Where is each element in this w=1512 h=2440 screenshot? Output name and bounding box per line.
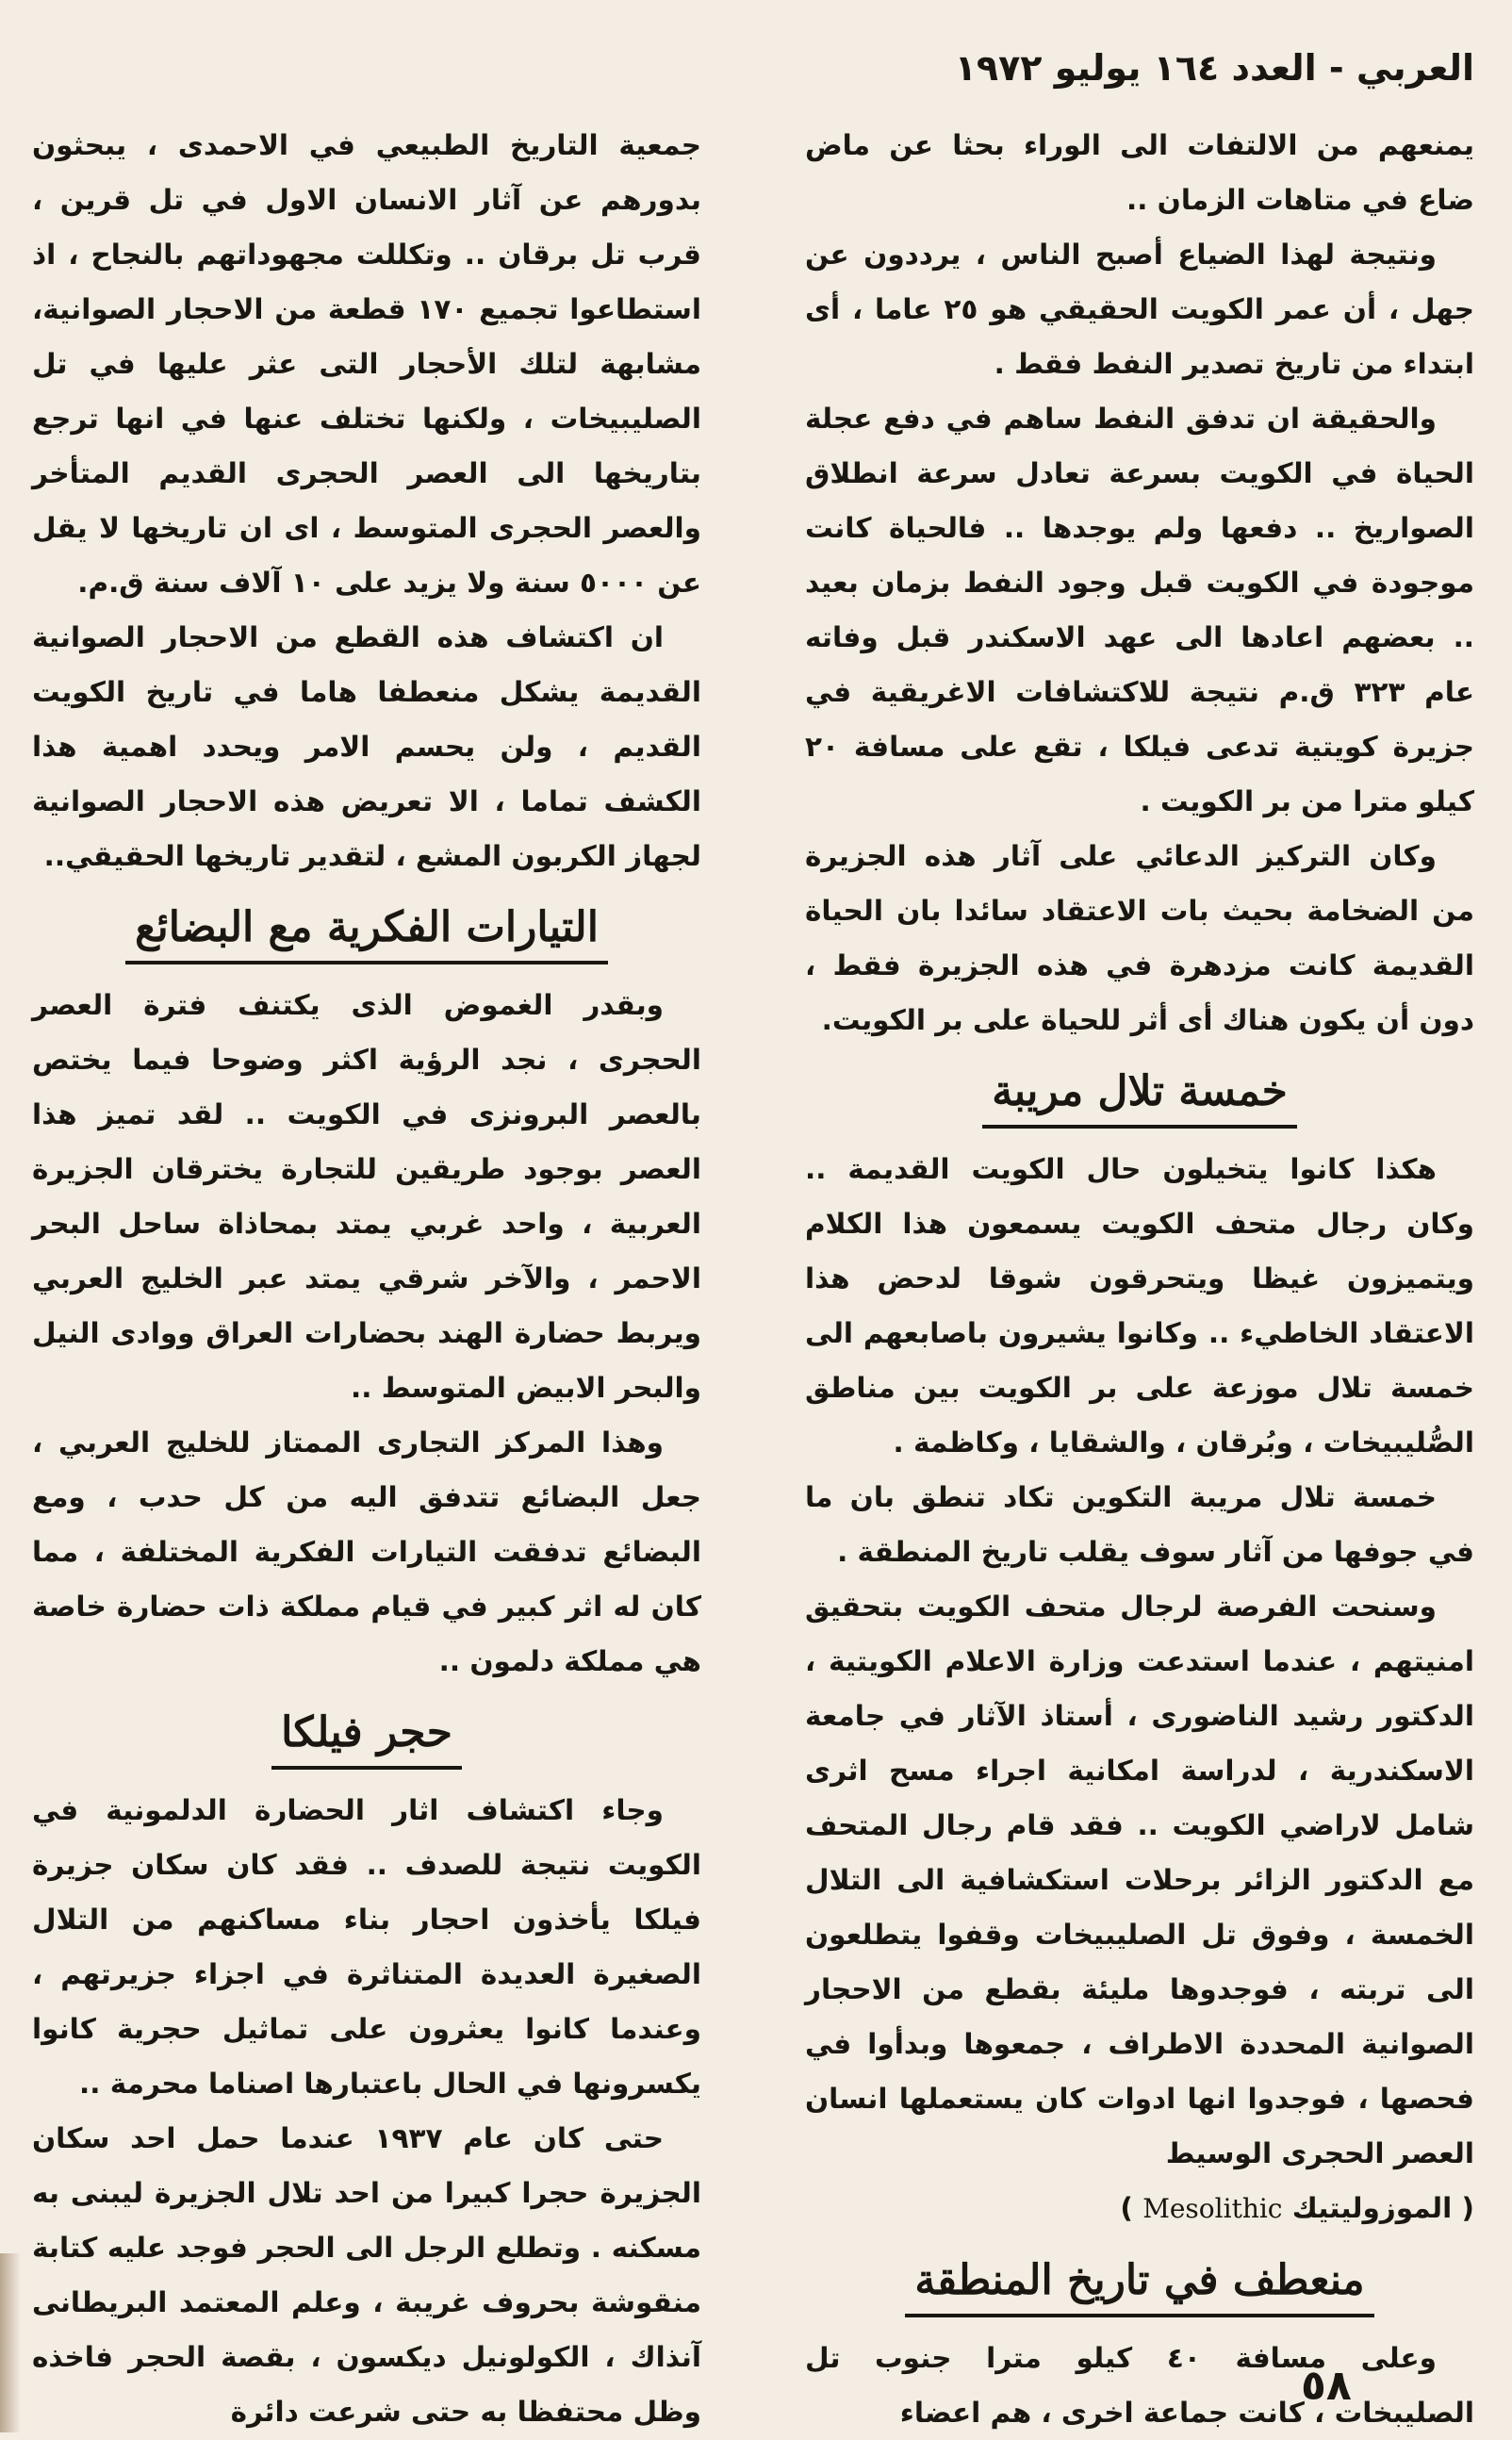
running-header: العربي - العدد ١٦٤ يوليو ١٩٧٢ xyxy=(954,47,1474,89)
subheading-wrap xyxy=(32,899,701,964)
page-number: ٥٨ xyxy=(1301,2362,1352,2410)
paragraph: هكذا كانوا يتخيلون حال الكويت القديمة .. وكان رجال متحف الكويت يسمعون هذا الكلام ويتميزون غيظا ويتحرقون شوقا لدحض هذا الاعتقاد الخاطيء .. وكانوا يشيرون باصابعهم الى خمسة تلال موزعة على بر الكويت بين مناطق الصُّليبيخات ، وبُرقان ، والشقايا ، وكاظمة . xyxy=(805,1153,1474,1459)
subheading-five-hills: خمسة تلال مريبة xyxy=(982,1063,1297,1129)
subheading-wrap xyxy=(32,1704,701,1770)
paragraph: وبقدر الغموض الذى يكتنف فترة العصر الحجرى ، نجد الرؤية اكثر وضوحا فيما يختص بالعصر البرونزى في الكويت .. لقد تميز هذا العصر بوجود طريقين للتجارة يخترقان الجزيرة العربية ، واحد غربي يمتد بمحاذاة ساحل البحر الاحمر ، والآخر شرقي يمتد عبر الخليج العربي ويربط حضارة الهند بحضارات العراق ووادى النيل والبحر الابيض المتوسط .. xyxy=(32,989,701,1404)
paragraph: حتى كان عام ١٩٣٧ عندما حمل احد سكان الجزيرة حجرا كبيرا من احد تلال الجزيرة ليبنى به مسكنه . وتطلع الرجل الى الحجر فوجد عليه كتابة منقوشة بحروف غريبة ، وعلم المعتمد البريطانى آنذاك ، الكولونيل ديكسون ، بقصة الحجر فاخذه وظل محتفظا به حتى شرعت دائرة xyxy=(32,2122,701,2428)
page-edge-shadow xyxy=(0,2253,21,2432)
paragraph: جمعية التاريخ الطبيعي في الاحمدى ، يبحثون بدورهم عن آثار الانسان الاول في تل قرين ، قرب تل برقان .. وتكللت مجهوداتهم بالنجاح ، اذ استطاعوا تجميع ١٧٠ قطعة من الاحجار الصوانية، مشابهة لتلك الأحجار التى عثر عليها في تل الصليبيخات ، ولكنها تختلف عنها في انها ترجع بتاريخها الى العصر الحجرى القديم المتأخر والعصر الحجرى المتوسط ، اى ان تاريخها لا يقل عن ٥٠٠٠ سنة ولا يزيد على ١٠ آلاف سنة ق.م. xyxy=(32,129,701,599)
subheading-turning-point: منعطف في تاريخ المنطقة xyxy=(905,2251,1373,2317)
subheading-intellectual-currents: التيارات الفكرية مع البضائع xyxy=(125,899,608,964)
paragraph: يمنعهم من الالتفات الى الوراء بحثا عن ماض ضاع في متاهات الزمان .. xyxy=(805,129,1474,216)
paragraph: وكان التركيز الدعائي على آثار هذه الجزيرة من الضخامة بحيث بات الاعتقاد سائدا بان الحياة القديمة كانت مزدهرة في هذه الجزيرة فقط ، دون أن يكون هناك أى أثر للحياة على بر الكويت. xyxy=(805,840,1474,1036)
mesolithic-close: ) xyxy=(1120,2192,1133,2224)
paragraph: خمسة تلال مريبة التكوين تكاد تنطق بان ما في جوفها من آثار سوف يقلب تاريخ المنطقة . xyxy=(805,1481,1474,1568)
paragraph: ان اكتشاف هذه القطع من الاحجار الصوانية القديمة يشكل منعطفا هاما في تاريخ الكويت القديم ، ولن يحسم الامر ويحدد اهمية هذا الكشف تماما ، الا تعريض هذه الاحجار الصوانية لجهاز الكربون المشع ، لتقدير تاريخها الحقيقي.. xyxy=(32,621,701,872)
subheading-wrap xyxy=(805,1063,1474,1129)
subheading-wrap xyxy=(805,2251,1474,2317)
paragraph: وسنحت الفرصة لرجال متحف الكويت بتحقيق امنيتهم ، عندما استدعت وزارة الاعلام الكويتية ، الدكتور رشيد الناضورى ، أستاذ الآثار في جامعة الاسكندرية ، لدراسة امكانية اجراء مسح اثرى شامل لاراضي الكويت .. فقد قام رجال المتحف مع الدكتور الزائر برحلات استكشافية الى التلال الخمسة ، وفوق تل الصليبيخات وقفوا يتطلعون الى تربته ، فوجدوها مليئة بقطع من الاحجار الصوانية المحددة الاطراف ، جمعوها وبدأوا في فحصها ، فوجدوا انها ادوات كان يستعملها انسان العصر الحجرى الوسيط xyxy=(805,1591,1474,2169)
left-column xyxy=(32,118,701,2439)
mesolithic-arabic: ( الموزوليتيك xyxy=(1291,2192,1474,2224)
subheading-failaka-stone: حجر فيلكا xyxy=(271,1704,462,1770)
paragraph: والحقيقة ان تدفق النفط ساهم في دفع عجلة الحياة في الكويت بسرعة تعادل سرعة انطلاق الصواريخ .. دفعها ولم يوجدها .. فالحياة كانت موجودة في الكويت قبل وجود النفط بزمان بعيد .. بعضهم اعادها الى عهد الاسكندر قبل وفاته عام ٣٢٣ ق.م نتيجة للاكتشافات الاغريقية في جزيرة كويتية تدعى فيلكا ، تقع على مسافة ٢٠ كيلو مترا من بر الكويت . xyxy=(805,403,1474,817)
paragraph: وهذا المركز التجارى الممتاز للخليج العربي ، جعل البضائع تتدفق اليه من كل حدب ، ومع البضائع تدفقت التيارات الفكرية المختلفة ، مما كان له اثر كبير في قيام مملكة ذات حضارة خاصة هي مملكة دلمون .. xyxy=(32,1426,701,1677)
mesolithic-line xyxy=(805,2181,1474,2236)
paragraph: ونتيجة لهذا الضياع أصبح الناس ، يرددون عن جهل ، أن عمر الكويت الحقيقي هو ٢٥ عاما ، أى ابتداء من تاريخ تصدير النفط فقط . xyxy=(805,239,1474,380)
mesolithic-latin: Mesolithic xyxy=(1142,2193,1283,2224)
paragraph: وعلى مسافة ٤٠ كيلو مترا جنوب تل الصليبخات ، كانت جماعة اخرى ، هم اعضاء xyxy=(805,2342,1474,2429)
paragraph: وجاء اكتشاف اثار الحضارة الدلمونية في الكويت نتيجة للصدف .. فقد كان سكان جزيرة فيلكا يأخذون احجار بناء مساكنهم من التلال الصغيرة العديدة المتناثرة في اجزاء جزيرتهم ، وعندما كانوا يعثرون على تماثيل حجرية كانوا يكسرونها في الحال باعتبارها اصناما محرمة .. xyxy=(32,1794,701,2100)
right-column xyxy=(805,118,1474,2440)
